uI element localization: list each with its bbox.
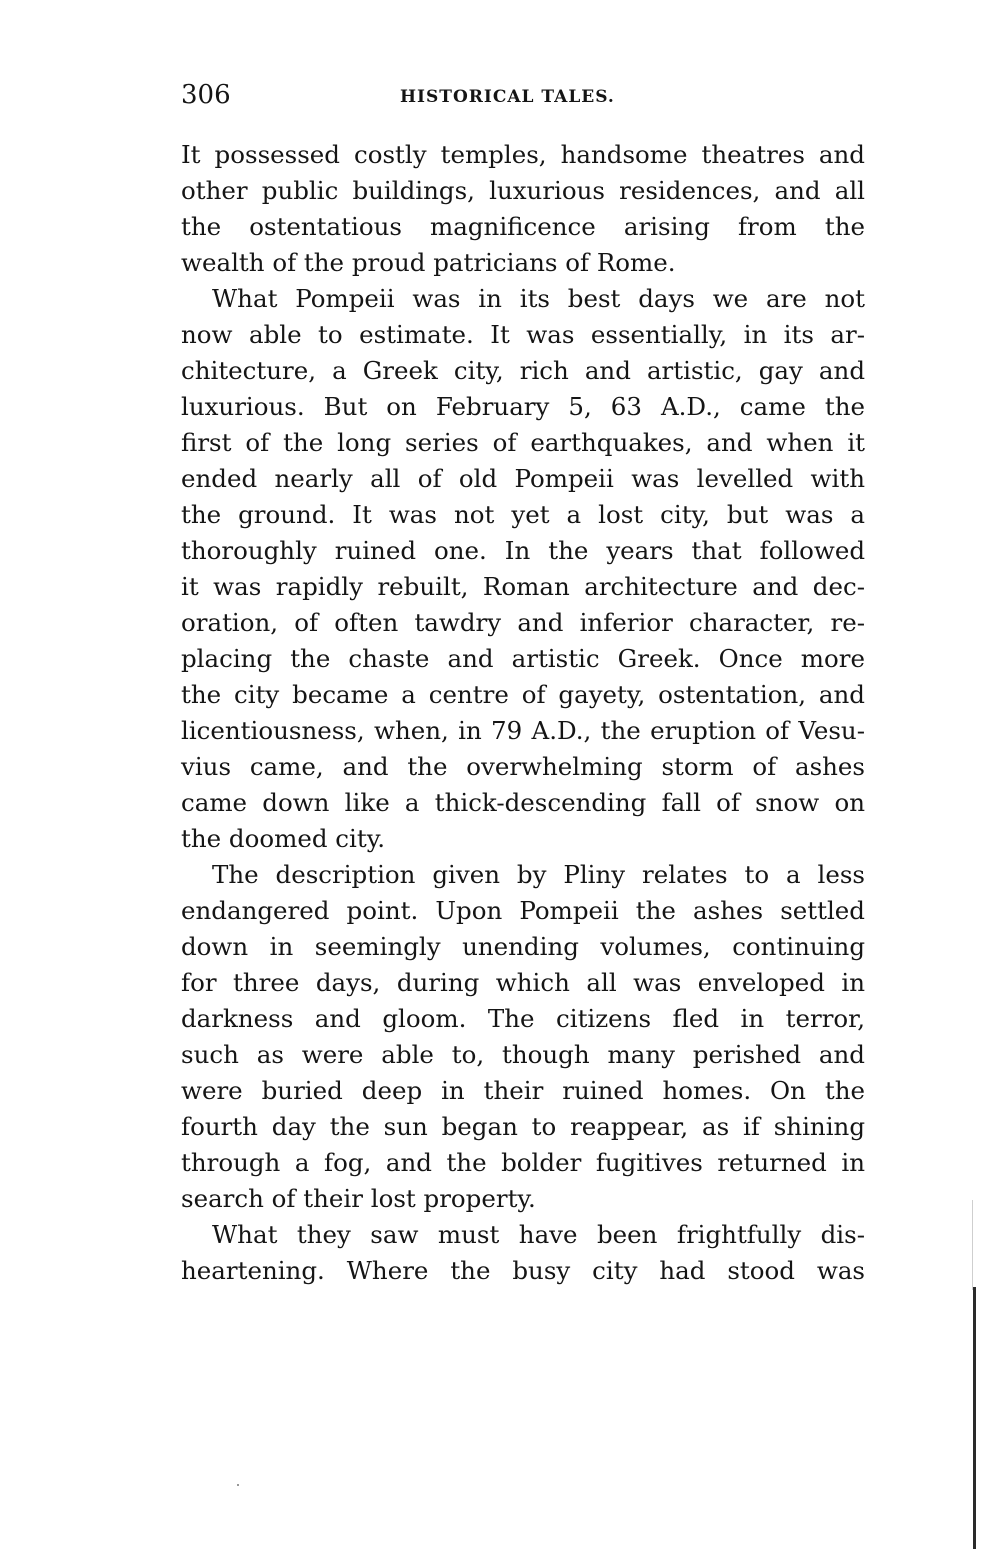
text-line: the ostentatious magnificence arising from the: [181, 212, 865, 241]
text-line: down in seemingly unending volumes, continuing: [181, 932, 865, 961]
text-line: placing the chaste and artistic Greek. Once more: [181, 644, 865, 673]
text-line: heartening. Where the busy city had stood was: [181, 1256, 865, 1285]
running-title: HISTORICAL TALES.: [400, 87, 615, 107]
paragraph-first-line: What they saw must have been frightfully dis-: [212, 1220, 865, 1249]
text-line: It possessed costly temples, handsome theatres and: [181, 140, 865, 169]
text-line: luxurious. But on February 5, 63 A.D., came the: [181, 392, 865, 421]
paper-speck: [237, 1484, 239, 1486]
text-line: fourth day the sun began to reappear, as if shining: [181, 1112, 865, 1141]
text-line: the city became a centre of gayety, ostentation, and: [181, 680, 865, 709]
text-line: such as were able to, though many perished and: [181, 1040, 865, 1069]
paragraph-first-line: The description given by Pliny relates to a less: [212, 860, 865, 889]
text-line: ended nearly all of old Pompeii was levelled with: [181, 464, 865, 493]
text-line: first of the long series of earthquakes, and when it: [181, 428, 865, 457]
page-edge-shadow: [972, 1200, 973, 1290]
text-line: other public buildings, luxurious residences, and all: [181, 176, 865, 205]
text-line: darkness and gloom. The citizens fled in terror,: [181, 1004, 865, 1033]
text-line: vius came, and the overwhelming storm of ashes: [181, 752, 865, 781]
text-line: the ground. It was not yet a lost city, but was a: [181, 500, 865, 529]
text-line: through a fog, and the bolder fugitives returned in: [181, 1148, 865, 1177]
page-number: 306: [181, 80, 231, 110]
text-line: the doomed city.: [181, 824, 386, 853]
text-line: oration, of often tawdry and inferior character, re-: [181, 608, 865, 637]
page-edge-line: [973, 1287, 976, 1549]
text-line: chitecture, a Greek city, rich and artistic, gay and: [181, 356, 865, 385]
text-line: were buried deep in their ruined homes. On the: [181, 1076, 865, 1105]
body-text: [181, 137, 865, 1289]
text-line: now able to estimate. It was essentially, in its ar-: [181, 320, 865, 349]
text-line: licentiousness, when, in 79 A.D., the eruption of Vesu-: [181, 716, 865, 745]
text-line: it was rapidly rebuilt, Roman architecture and dec-: [181, 572, 865, 601]
text-line: endangered point. Upon Pompeii the ashes settled: [181, 896, 865, 925]
paragraph-first-line: What Pompeii was in its best days we are not: [212, 284, 865, 313]
text-line: search of their lost property.: [181, 1184, 536, 1213]
running-head: [181, 78, 865, 118]
text-line: thoroughly ruined one. In the years that followed: [181, 536, 865, 565]
text-line: came down like a thick-descending fall of snow on: [181, 788, 865, 817]
text-line: wealth of the proud patricians of Rome.: [181, 248, 676, 277]
text-line: for three days, during which all was enveloped in: [181, 968, 865, 997]
